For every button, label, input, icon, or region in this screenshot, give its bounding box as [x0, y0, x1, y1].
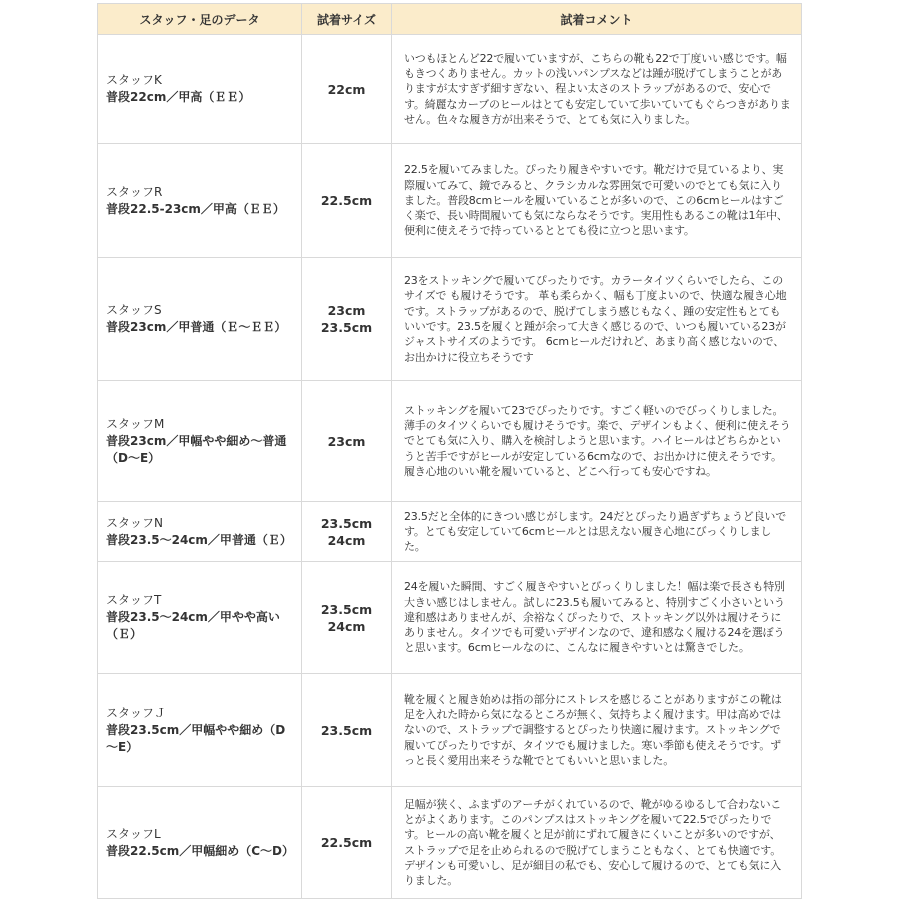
size-cell — [302, 258, 392, 381]
staff-cell — [98, 381, 302, 502]
table-row — [98, 674, 802, 787]
staff-foot-data: 普段22.5cm／甲幅細め（C～D） — [106, 843, 294, 858]
size-cell: 22.5cm — [302, 144, 392, 258]
table-row — [98, 381, 802, 502]
size-value: 23.5cm 24cm — [320, 601, 373, 634]
staff-name: スタッフN — [106, 515, 163, 530]
size-cell — [302, 562, 392, 674]
table-row — [98, 502, 802, 562]
staff-foot-data: 普段22.5-23cm／甲高（ＥＥ） — [106, 201, 285, 216]
size-cell: 23.5cm — [302, 674, 392, 787]
comment-cell: 22.5を履いてみました。ぴったり履きやすいです。靴だけで見ているより、実際履いてみて、鏡でみると、クラシカルな雰囲気で可愛いのでとても気に入りました。普段8cmヒールを履いていることが多いので、この6cmヒールはすごく楽で、長い時間履いても気にならなそうです。実用性もあるこの靴は1年中、便利に使えそうで持っているととても役に立つと思います。 — [392, 144, 802, 258]
staff-foot-data: 普段23.5～24cm／甲やや高い（Ｅ） — [106, 610, 280, 641]
table-row — [98, 35, 802, 144]
comment-cell: 24を履いた瞬間、すごく履きやすいとびっくりしました！幅は楽で長さも特別大きい感じはしません。試しに23.5も履いてみると、特別すごく小さいという違和感はありませんが、余裕なくぴったりで、ストッキング以外は履けそうにありません。タイツでも可愛いデザインなので、違和感なく履ける24を選ぼうと思います。6cmヒールなのに、こんなに履きやすいとは驚きでした。 — [392, 562, 802, 674]
staff-foot-data: 普段23.5～24cm／甲普通（Ｅ） — [106, 532, 292, 547]
staff-name: スタッフS — [106, 303, 162, 317]
table-header-row — [98, 4, 802, 35]
staff-cell — [98, 787, 302, 899]
staff-foot-data: 普段23.5cm／甲幅やや細め（D～E） — [106, 722, 286, 754]
header-comment: 試着コメント — [392, 4, 802, 35]
staff-cell — [98, 502, 302, 562]
size-cell: 22cm — [302, 35, 392, 144]
staff-name: スタッフT — [106, 593, 162, 607]
staff-foot-data: 普段22cm／甲高（ＥＥ） — [106, 90, 251, 104]
staff-name: スタッフL — [106, 826, 161, 841]
staff-name: スタッフR — [106, 184, 163, 199]
staff-foot-data: 普段23cm／甲幅やや細め～普通（D～E） — [106, 433, 287, 465]
staff-name: スタッフK — [106, 73, 162, 87]
size-value: 23.5cm 24cm — [320, 515, 373, 548]
header-size: 試着サイズ — [302, 4, 392, 35]
staff-fitting-table — [97, 3, 802, 899]
staff-cell — [98, 258, 302, 381]
size-value: 23cm 23.5cm — [320, 303, 373, 335]
size-cell: 22.5cm — [302, 787, 392, 899]
staff-cell — [98, 674, 302, 787]
comment-cell: 23をストッキングで履いてぴったりです。カラータイツくらいでしたら、このサイズで も履けそうです。 革も柔らかく、幅も丁度よいので、快適な履き心地です。ストラップがあるので、脱げてしまう感じもなく、踵の安定性もとてもいいです。23.5を履くと踵が余って大きく感じるので、いつも履いている23がジャストサイズのようです。 6cmヒールだけれど、あまり高く感じないので、お出かけに役立ちそうです — [392, 258, 802, 381]
comment-cell: ストッキングを履いて23でぴったりです。すごく軽いのでびっくりしました。薄手のタイツくらいでも履けそうです。楽で、デザインもよく、便利に使えそうでとても気に入り、購入を検討しようと思います。ハイヒールはどちらかというと苦手ですがヒールが安定している6cmなので、お出かけに使えそうです。履き心地のいい靴を履いていると、どこへ行っても安心ですね。 — [392, 381, 802, 502]
staff-foot-data: 普段23cm／甲普通（Ｅ～ＥＥ） — [106, 320, 287, 334]
size-cell — [302, 502, 392, 562]
header-staff: スタッフ・足のデータ — [98, 4, 302, 35]
table-row — [98, 258, 802, 381]
table-row — [98, 562, 802, 674]
table-row — [98, 787, 802, 899]
staff-name: スタッフM — [106, 416, 165, 431]
comment-cell: 23.5だと全体的にきつい感じがします。24だとぴったり過ぎずちょうど良いです。とても安定していて6cmヒールとは思えない履き心地にびっくりしました。 — [392, 502, 802, 562]
comment-cell: 足幅が狭く、ふまずのアーチがくれているので、靴がゆるゆるして合わないことがよくあります。このパンプスはストッキングを履いて22.5でぴったりです。ヒールの高い靴を履くと足が前にずれて履きにくいことが多いのですが、ストラップで足を止められるので脱げてしまうこともなく、とても快適です。デザインも可愛いし、足が細目の私でも、安心して履けるので、とても気に入りました。 — [392, 787, 802, 899]
table-row — [98, 144, 802, 258]
staff-name: スタッフＪ — [106, 705, 167, 720]
comment-cell: 靴を履くと履き始めは指の部分にストレスを感じることがありますがこの靴は足を入れた時から気になるところが無く、気持ちよく履けます。甲は高めではないので、ストラップで調整するとぴったり快適に履けます。ストッキングで履いてぴったりですが、タイツでも履けました。寒い季節も使えそうです。ずっと長く愛用出来そうな靴でとてもいいと思いました。 — [392, 674, 802, 787]
staff-cell — [98, 562, 302, 674]
staff-cell — [98, 35, 302, 144]
comment-cell: いつもほとんど22で履いていますが、こちらの靴も22で丁度いい感じです。幅もきつくありません。カットの浅いパンプスなどは踵が脱げてしまうことがありますが太すぎず細すぎない、程よい太さのストラップがあるので、安心です。綺麗なカーブのヒールはとても安定していて歩いていてもぐらつきがありません。色々な履き方が出来そうで、とても気に入りました。 — [392, 35, 802, 144]
staff-cell — [98, 144, 302, 258]
size-cell: 23cm — [302, 381, 392, 502]
